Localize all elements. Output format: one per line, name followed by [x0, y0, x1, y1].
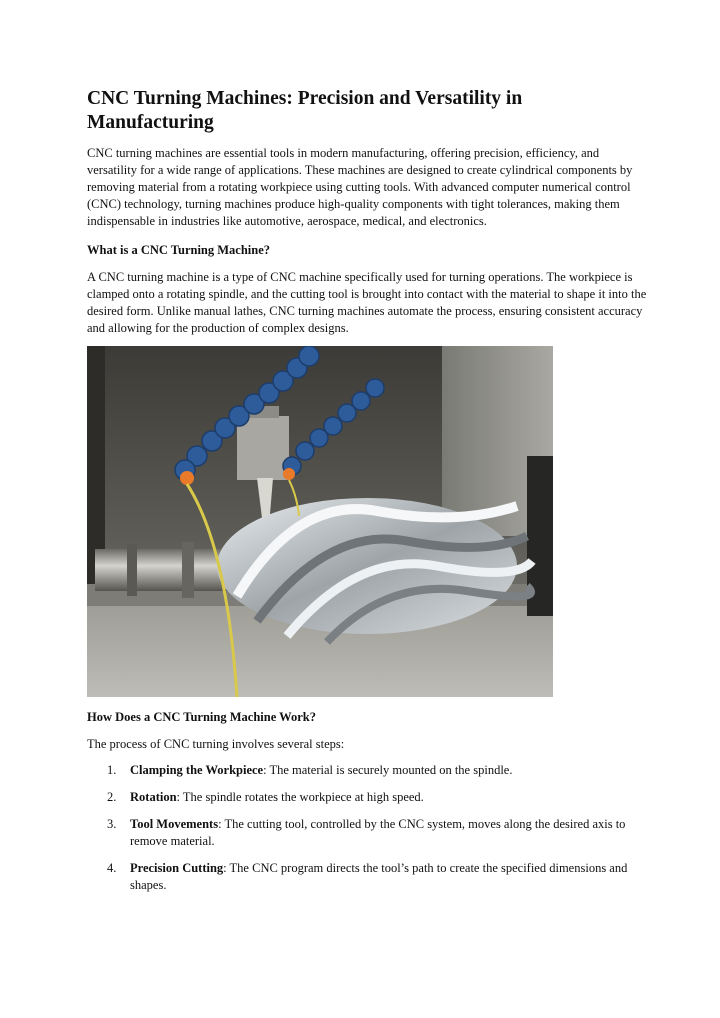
- list-item-title: Clamping the Workpiece: [130, 763, 264, 777]
- section-heading-how: How Does a CNC Turning Machine Work?: [87, 710, 316, 724]
- document-page: [87, 87, 647, 904]
- list-item-text: : The CNC program directs the tool’s path to create the specified dimensions and shapes.: [130, 861, 628, 892]
- cnc-machine-photo: [87, 346, 553, 697]
- list-item-title: Tool Movements: [130, 817, 219, 831]
- list-item-number: 1.: [107, 763, 117, 777]
- list-item-number: 4.: [107, 861, 117, 875]
- list-item-text: : The material is securely mounted on the spindle.: [263, 763, 513, 777]
- intro-paragraph: CNC turning machines are essential tools in modern manufacturing, offering precision, efficiency, and versatility for a wide range of applications. These machines are designed to create cylindrical components by removing material from a rotating workpiece using cutting tools. With advanced computer numerical control (CNC) technology, turning machines produce high-quality components with tight tolerances, making them indispensable in industries like automotive, aerospace, medical, and electronics.: [87, 146, 633, 228]
- list-item: [87, 789, 647, 806]
- list-item-title: Rotation: [130, 790, 177, 804]
- list-item-text: : The spindle rotates the workpiece at high speed.: [176, 790, 424, 804]
- section-body-how: The process of CNC turning involves several steps:: [87, 737, 345, 751]
- list-item-title: Precision Cutting: [130, 861, 224, 875]
- section-heading-what: What is a CNC Turning Machine?: [87, 243, 271, 257]
- list-item-number: 3.: [107, 817, 117, 831]
- section-body-what: A CNC turning machine is a type of CNC machine specifically used for turning operations. The workpiece is clamped onto a rotating spindle, and the cutting tool is brought into contact with the material to shape it into the desired form. Unlike manual lathes, CNC turning machines automate the process, ensuring consistent accuracy and allowing for the production of complex designs.: [87, 270, 647, 335]
- list-item-number: 2.: [107, 790, 117, 804]
- list-item-text: : The cutting tool, controlled by the CNC system, moves along the desired axis to remove material.: [130, 817, 626, 848]
- list-item: [87, 762, 647, 779]
- list-item: [87, 860, 647, 894]
- steps-list: [87, 762, 647, 894]
- list-item: [87, 816, 647, 850]
- page-title: CNC Turning Machines: Precision and Versatility in Manufacturing: [87, 88, 523, 133]
